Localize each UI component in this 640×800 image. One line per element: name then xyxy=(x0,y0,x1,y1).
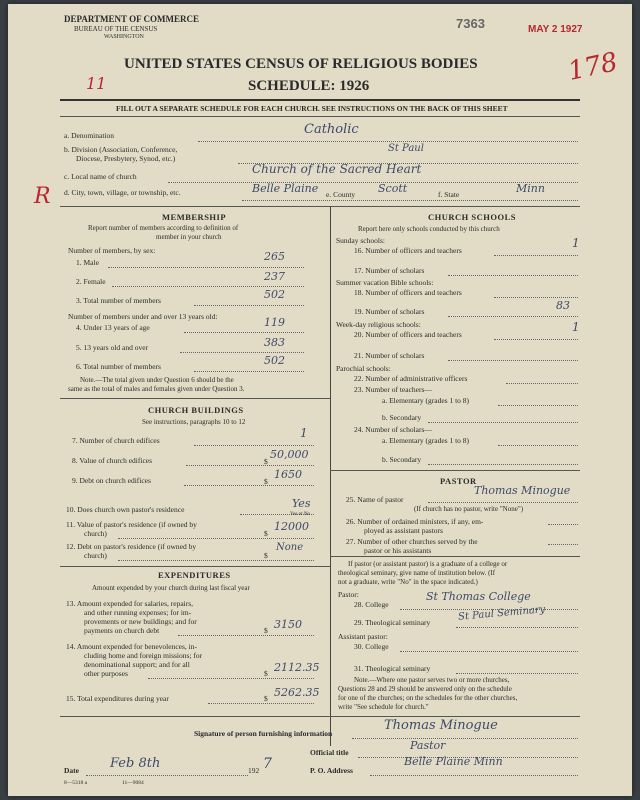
graduate-instruction-3: not a graduate, write "No" in the space indicated.) xyxy=(338,578,478,586)
q19-value: 83 xyxy=(556,299,570,312)
stamp-number: 7363 xyxy=(456,16,485,31)
q11-label-2: church) xyxy=(84,529,107,538)
q10-value: Yes xyxy=(292,497,311,510)
q4-value: 119 xyxy=(264,316,285,329)
city-name: WASHINGTON xyxy=(104,34,144,40)
q5-value: 383 xyxy=(264,336,285,349)
graduate-instruction: If pastor (or assistant pastor) is a graduate of a college or xyxy=(348,560,508,568)
form-title: UNITED STATES CENSUS OF RELIGIOUS BODIES xyxy=(124,56,478,72)
q13-dollar: $ xyxy=(264,626,268,635)
q28-value: St Thomas College xyxy=(426,590,531,603)
q7-label: 7. Number of church edifices xyxy=(72,436,160,445)
state-label: f. State xyxy=(438,190,460,199)
q8-label: 8. Value of church edifices xyxy=(72,456,153,465)
q17-label: 17. Number of scholars xyxy=(354,266,425,275)
q1-value: 265 xyxy=(264,250,285,263)
membership-note: Note.—The total given under Question 6 should be the xyxy=(80,376,234,384)
q24-label: 24. Number of scholars— xyxy=(354,425,432,434)
county-value: Scott xyxy=(378,182,408,195)
pastor-note-2: Questions 28 and 29 should be answered only on the schedule xyxy=(338,685,512,693)
form-number: 8—5318 a xyxy=(64,780,88,786)
official-title-label: Official title xyxy=(310,748,349,757)
q14-dollar: $ xyxy=(264,669,268,678)
q9-value: 1650 xyxy=(274,468,302,481)
po-address-value: Belle Plaine Minn xyxy=(404,755,503,768)
q24b-label: b. Secondary xyxy=(382,455,422,464)
q29-label: 29. Theological seminary xyxy=(354,618,431,627)
q25-note: (If church has no pastor, write "None") xyxy=(414,505,524,513)
q31-label: 31. Theological seminary xyxy=(354,664,431,673)
q13-label: 13. Amount expended for salaries, repairs, xyxy=(66,599,194,608)
membership-intro-2: member in your church xyxy=(156,233,222,241)
q8-dollar: $ xyxy=(264,457,268,466)
q11-value: 12000 xyxy=(274,520,309,533)
q9-dollar: $ xyxy=(264,477,268,486)
q2-label: 2. Female xyxy=(76,277,106,286)
q13-label-4: payments on church debt xyxy=(84,626,160,635)
age-intro: Number of members under and over 13 years old: xyxy=(68,312,218,321)
membership-heading: MEMBERSHIP xyxy=(162,212,227,222)
q27-label-2: pastor or his assistants xyxy=(364,546,432,555)
q6-label: 6. Total number of members xyxy=(76,362,161,371)
q11-label: 11. Value of pastor's residence (if owned by xyxy=(66,520,197,529)
q12-value: None xyxy=(276,542,304,553)
assistant-pastor-label: Assistant pastor: xyxy=(338,632,388,641)
q13-value: 3150 xyxy=(274,618,302,631)
form-subtitle: SCHEDULE: 1926 xyxy=(248,78,370,94)
date-label: Date xyxy=(64,766,79,775)
signature-value: Thomas Minogue xyxy=(384,718,498,733)
buildings-heading: CHURCH BUILDINGS xyxy=(148,405,244,415)
q2-value: 237 xyxy=(264,270,285,283)
q10-label: 10. Does church own pastor's residence xyxy=(66,505,185,514)
q13-label-3: provements or new buildings; and for xyxy=(84,617,197,626)
division-label-2: Diocese, Presbytery, Synod, etc.) xyxy=(76,154,176,163)
q21-label: 21. Number of scholars xyxy=(354,351,425,360)
vacation-schools-label: Summer vacation Bible schools: xyxy=(336,278,434,287)
graduate-instruction-2: theological seminary, give name of institution below. (If xyxy=(338,569,496,577)
expenditures-intro: Amount expended by your church during last fiscal year xyxy=(92,584,250,592)
pastor-sub-label: Pastor: xyxy=(338,590,359,599)
q27-label: 27. Number of other churches served by the xyxy=(346,537,478,546)
q15-value: 5262.35 xyxy=(274,686,320,699)
q13-label-2: and other running expenses; for im- xyxy=(84,608,192,617)
q28-label: 28. College xyxy=(354,600,389,609)
weekday-schools-label: Week-day religious schools: xyxy=(336,320,421,329)
year-value: 7 xyxy=(263,756,272,772)
division-label: b. Division (Association, Conference, xyxy=(64,145,178,154)
q14-label: 14. Amount expended for benevolences, in- xyxy=(66,642,198,651)
state-value: Minn xyxy=(516,182,545,195)
q12-dollar: $ xyxy=(264,551,268,560)
margin-note-r: R xyxy=(34,184,51,209)
county-label: e. County xyxy=(326,190,356,199)
q23-label: 23. Number of teachers— xyxy=(354,385,432,394)
q1-label: 1. Male xyxy=(76,258,99,267)
pastor-heading: PASTOR xyxy=(440,476,477,486)
membership-note-2: same as the total of males and females given under Question 3. xyxy=(68,385,245,393)
buildings-intro: See instructions, paragraphs 10 to 12 xyxy=(142,418,246,426)
q24a-label: a. Elementary (grades 1 to 8) xyxy=(382,436,470,445)
q14-label-2: cluding home and foreign missions; for xyxy=(84,651,203,660)
q23b-label: b. Secondary xyxy=(382,413,422,422)
pastor-note: Note.—Where one pastor serves two or more churches, xyxy=(354,676,510,684)
q5-label: 5. 13 years old and over xyxy=(76,343,149,352)
q7-value: 1 xyxy=(300,426,308,440)
q16-label: 16. Number of officers and teachers xyxy=(354,246,462,255)
pastor-note-4: write "See schedule for church." xyxy=(338,703,429,711)
q20-value: 1 xyxy=(572,320,580,334)
q25-value: Thomas Minogue xyxy=(474,484,571,497)
q14-value: 2112.35 xyxy=(274,661,320,674)
q29-value: St Paul Seminary xyxy=(457,604,546,623)
city-label: d. City, town, village, or township, etc. xyxy=(64,188,181,197)
city-value: Belle Plaine xyxy=(252,182,319,195)
q20-label: 20. Number of officers and teachers xyxy=(354,330,462,339)
denomination-label: a. Denomination xyxy=(64,131,114,140)
membership-intro: Report number of members according to definition of xyxy=(88,224,239,232)
bureau-name: BUREAU OF THE CENSUS xyxy=(74,25,158,33)
q19-label: 19. Number of scholars xyxy=(354,307,425,316)
q6-value: 502 xyxy=(264,354,285,367)
schools-intro: Report here only schools conducted by this church xyxy=(358,225,500,233)
local-name-label: c. Local name of church xyxy=(64,172,137,181)
q23a-label: a. Elementary (grades 1 to 8) xyxy=(382,396,470,405)
q25-label: 25. Name of pastor xyxy=(346,495,404,504)
q9-label: 9. Debt on church edifices xyxy=(72,476,151,485)
q26-label-2: ployed as assistant pastors xyxy=(364,526,443,535)
q16-value: 1 xyxy=(572,236,580,250)
by-sex-label: Number of members, by sex: xyxy=(68,246,156,255)
q26-label: 26. Number of ordained ministers, if any, em- xyxy=(346,517,484,526)
margin-note-11: 11 xyxy=(86,74,107,93)
q12-label: 12. Debt on pastor's residence (if owned by xyxy=(66,542,197,551)
q14-label-3: denominational support; and for all xyxy=(84,660,190,669)
q14-label-4: other purposes xyxy=(84,669,128,678)
q12-label-2: church) xyxy=(84,551,107,560)
denomination-value: Catholic xyxy=(304,122,359,137)
q22-label: 22. Number of administrative officers xyxy=(354,374,468,383)
margin-note-178: 178 xyxy=(565,47,621,87)
sunday-schools-label: Sunday schools: xyxy=(336,236,385,245)
po-address-label: P. O. Address xyxy=(310,766,353,775)
local-name-value: Church of the Sacred Heart xyxy=(252,162,422,176)
print-number: 11—9084 xyxy=(122,780,144,786)
year-prefix: 192 xyxy=(248,766,260,775)
q3-value: 502 xyxy=(264,288,285,301)
division-value: St Paul xyxy=(388,143,424,154)
q3-label: 3. Total number of members xyxy=(76,296,161,305)
q18-label: 18. Number of officers and teachers xyxy=(354,288,462,297)
expenditures-heading: EXPENDITURES xyxy=(158,570,231,580)
q15-dollar: $ xyxy=(264,694,268,703)
schools-heading: CHURCH SCHOOLS xyxy=(428,212,516,222)
parochial-schools-label: Parochial schools: xyxy=(336,364,391,373)
stamp-date: MAY 2 1927 xyxy=(528,24,583,35)
dept-name: DEPARTMENT OF COMMERCE xyxy=(64,14,200,24)
official-title-value: Pastor xyxy=(410,739,446,752)
yes-or-no-caption: Yes or No xyxy=(290,512,311,517)
q4-label: 4. Under 13 years of age xyxy=(76,323,150,332)
signature-label: Signature of person furnishing information xyxy=(194,729,333,738)
q15-label: 15. Total expenditures during year xyxy=(66,694,169,703)
form-instruction: FILL OUT A SEPARATE SCHEDULE FOR EACH CHURCH. SEE INSTRUCTIONS ON THE BACK OF THIS SHEET xyxy=(116,104,508,113)
q8-value: 50,000 xyxy=(270,448,309,461)
census-schedule-document xyxy=(8,4,632,796)
q11-dollar: $ xyxy=(264,529,268,538)
date-value: Feb 8th xyxy=(110,756,161,771)
pastor-note-3: for one of the churches; on the schedules for the other churches, xyxy=(338,694,518,702)
q30-label: 30. College xyxy=(354,642,389,651)
